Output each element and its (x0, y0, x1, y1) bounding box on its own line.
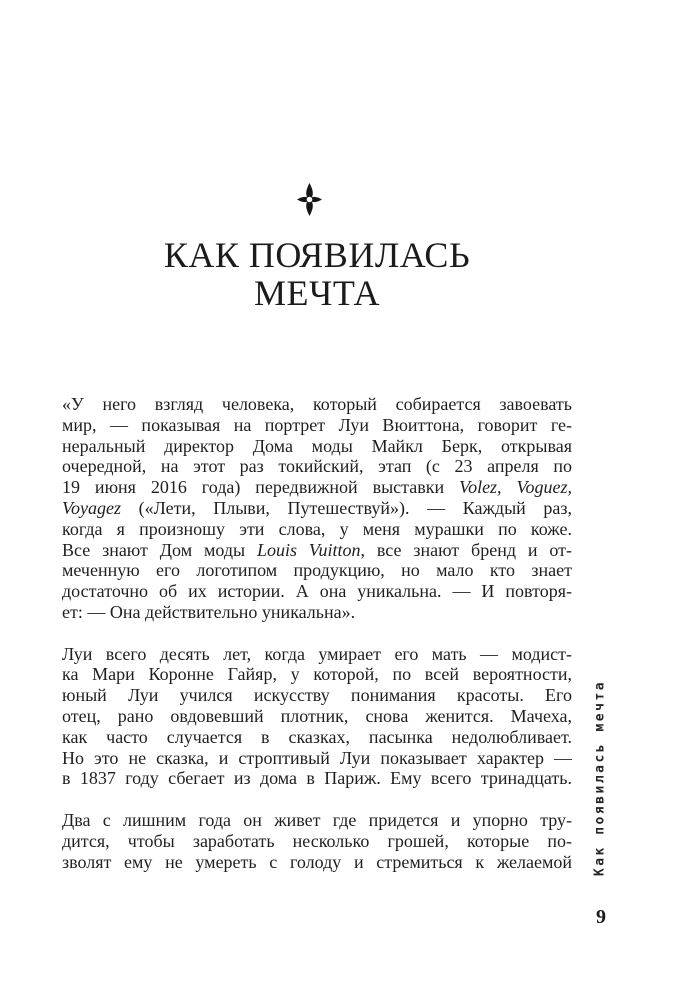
text-line: когда я произношу эти слова, у меня мурашки по коже. (62, 518, 572, 539)
running-title-vertical: Как появилась мечта (592, 679, 608, 877)
text-line: достаточно об их истории. А она уникальна. — И повторя- (62, 581, 572, 602)
text-line: ет: — Она действительно уникальна». (62, 601, 356, 622)
text-line: отец, рано овдовевший плотник, снова женится. Мачеха, (62, 705, 572, 726)
italic-text: Volez, Voguez, (459, 477, 572, 498)
body-text (62, 394, 572, 893)
text-line: Все знают Дом моды Louis Vuitton, все знают бренд и от- (62, 539, 572, 560)
text-line: Два с лишним года он живет где придется и упорно тру- (62, 809, 572, 830)
text-line: в 1837 году сбегает из дома в Париж. Ему всего тринадцать. (62, 768, 572, 789)
page-number: 9 (596, 906, 606, 928)
paragraph (62, 810, 572, 872)
chapter-title (62, 236, 572, 312)
text-line: Voyagez («Лети, Плыви, Путешествуй»). — Каждый раз, (62, 497, 572, 518)
text-line: меченную его логотипом продукцию, но мало кто знает (62, 560, 572, 581)
text-line: 19 июня 2016 года) передвижной выставки Volez, Voguez, (62, 477, 572, 498)
text-line: неральный директор Дома моды Майкл Берк, открывая (62, 435, 572, 456)
text-line: ка Мари Коронне Гайяр, у которой, по всей вероятности, (62, 664, 572, 685)
text-line: Луи всего десять лет, когда умирает его мать — модист- (62, 643, 572, 664)
italic-text: Voyagez (62, 497, 121, 518)
lv-flower-icon (296, 183, 323, 216)
paragraph (62, 644, 572, 790)
text-line: зволят ему не умереть с голоду и стремиться к желаемой (62, 851, 572, 872)
text-line: мир, — показывая на портрет Луи Вюиттона, говорит ге- (62, 414, 572, 435)
text-line: как часто случается в сказках, пасынка недолюбливает. (62, 726, 572, 747)
italic-text: Louis Vuitton (256, 539, 361, 560)
text-line: Но это не сказка, и строптивый Луи показывает характер — (62, 747, 572, 768)
text-line: «У него взгляд человека, который собирается завоевать (62, 394, 572, 414)
chapter-title-line: КАК ПОЯВИЛАСЬ (163, 235, 471, 275)
chapter-title-line: МЕЧТА (253, 273, 381, 313)
text-line: очередной, на этот раз токийский, этап (с 23 апреля по (62, 456, 572, 477)
text-line: дится, чтобы заработать несколько грошей, которые по- (62, 830, 572, 851)
text-line: юный Луи учился искусству понимания красоты. Его (62, 685, 572, 706)
paragraph (62, 394, 572, 623)
